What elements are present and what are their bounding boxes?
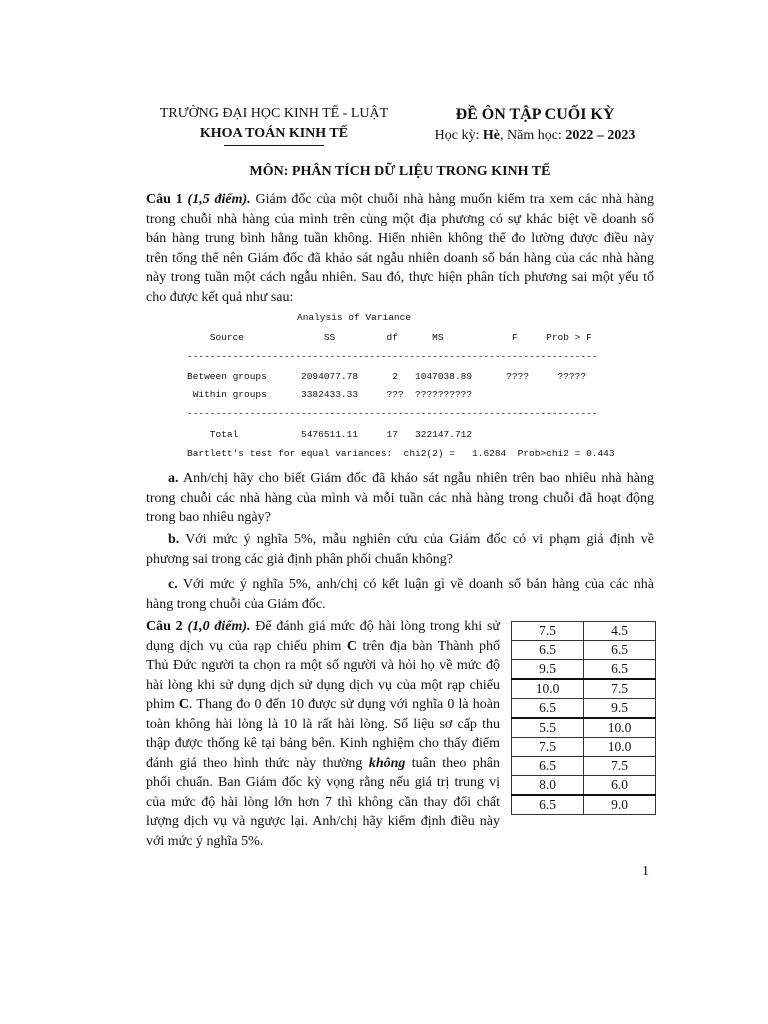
table-cell: 10.0	[584, 718, 656, 738]
q1-text: Giám đốc của một chuỗi nhà hàng muốn kiểm tra xem các nhà hàng	[255, 192, 655, 207]
q1-label: Câu 1	[146, 192, 183, 207]
year-value: 2022 – 2023	[565, 128, 636, 143]
anova-row-total: Total 5476511.11 17 322147.712	[187, 429, 473, 440]
q1-line: bán hàng trung bình hằng tuần không. Hiển nhiên không thể đo lường được điều này	[146, 231, 654, 246]
q2-text: hài lòng khi sử dụng dịch sử dụng dịch vụ của một rạp chiếu	[146, 677, 500, 693]
part-text: hàng trong chuỗi của Giám đốc.	[146, 596, 326, 612]
term-line	[410, 128, 660, 144]
table-row	[512, 622, 656, 641]
q1-line: cho được kết quả như sau:	[146, 289, 294, 305]
q1-line: trong chuỗi nhà hàng của mình trên cùng một địa phương có sự khác biệt về doanh số	[146, 211, 654, 227]
emphasis-not: không	[368, 755, 406, 771]
q2-text: Để đánh giá mức độ hài lòng trong khi sử	[255, 619, 500, 634]
q1-line: trên tổng thể nên Giám đốc đã khảo sát ngẫu nhiên doanh số bán hàng của các nhà hàng	[146, 250, 654, 266]
table-cell: 5.5	[512, 718, 584, 738]
term-value: Hè	[482, 128, 500, 143]
q2-text: trên địa bàn Thành phố	[356, 638, 500, 654]
q2-text: phối chuẩn. Ban Giám đốc kỳ vọng rằng nếu giá trị trung vị	[146, 775, 500, 790]
anova-row-between: Between groups 2094077.78 2 1047038.89 ???? ?????	[187, 371, 587, 382]
table-cell: 6.5	[512, 641, 584, 660]
anova-divider: ------------------------------------------------------------------------	[187, 351, 598, 362]
table-cell: 6.0	[584, 776, 656, 796]
bartlett-test: Bartlett's test for equal variances: chi2(2) = 1.6284 Prob>chi2 = 0.443	[187, 448, 615, 459]
table-cell: 4.5	[584, 622, 656, 641]
subject-title: MÔN: PHÂN TÍCH DỮ LIỆU TRONG KINH TẾ	[249, 164, 551, 179]
q1-line	[146, 190, 654, 210]
table-cell: 8.0	[512, 776, 584, 796]
table-cell: 7.5	[584, 757, 656, 776]
part-text: trong bao nhiêu ngày?	[146, 510, 271, 525]
table-row	[512, 738, 656, 757]
table-row	[512, 660, 656, 680]
question-1-intro	[146, 190, 654, 307]
table-row	[512, 718, 656, 738]
q2-text: lượng dịch vụ và ngược lại. Anh/chị hãy kiểm định điều này	[146, 814, 500, 829]
q2-text: thập được thống kê tại bảng bên. Kinh nghiệm cho thấy điểm	[146, 736, 500, 751]
table-cell: 7.5	[512, 622, 584, 641]
q2-text: tuân theo phân	[405, 755, 500, 771]
table-cell: 10.0	[584, 738, 656, 757]
faculty-underline	[224, 145, 324, 146]
anova-title: Analysis of Variance	[297, 312, 412, 323]
anova-divider: ------------------------------------------------------------------------	[187, 408, 598, 419]
q2-text: của mức độ hài lòng lớn hơn 7 thì không cần thay đổi chất	[146, 794, 500, 810]
page-number: 1	[642, 864, 649, 879]
faculty-label: KHOA TOÁN KINH TẾ	[199, 126, 349, 141]
score-table-body	[512, 622, 656, 815]
term-prefix: Học kỳ:	[434, 128, 483, 143]
anova-row-within: Within groups 3382433.33 ??? ??????????	[187, 389, 473, 400]
table-row	[512, 679, 656, 699]
q2-text: phim	[146, 697, 179, 712]
question-2-text	[146, 617, 500, 851]
table-cell: 6.5	[512, 795, 584, 815]
cinema-name: C	[346, 638, 357, 654]
q2-text: dụng dịch vụ của rạp chiếu phim	[146, 638, 347, 654]
q2-points: (1,0 điểm).	[187, 619, 251, 634]
question-1a	[146, 469, 654, 528]
table-row	[512, 699, 656, 719]
q2-text: toàn không hài lòng là 10 là rất hài lòng. Số liệu sơ cấp thu	[146, 716, 500, 732]
year-prefix: , Năm học:	[500, 128, 566, 143]
part-text: Với mức ý nghĩa 5%, anh/chị có kết luận gì về doanh số bán hàng của các nhà	[182, 577, 655, 592]
part-letter: c.	[168, 577, 178, 592]
table-row	[512, 795, 656, 815]
table-row	[512, 776, 656, 796]
question-1c	[146, 575, 654, 614]
satisfaction-score-table	[511, 621, 656, 815]
q2-text: với mức ý nghĩa 5%.	[146, 833, 264, 849]
table-cell: 6.5	[512, 757, 584, 776]
q2-text: Thủ Đức người ta chọn ra một số người và hỏi họ về mức độ	[146, 658, 500, 673]
part-letter: b.	[168, 532, 180, 547]
q2-text: đánh giá theo hình thức này thường	[146, 755, 369, 771]
table-row	[512, 757, 656, 776]
table-cell: 6.5	[584, 641, 656, 660]
table-cell: 7.5	[584, 679, 656, 699]
table-cell: 9.0	[584, 795, 656, 815]
table-cell: 9.5	[512, 660, 584, 680]
university-name: TRƯỜNG ĐẠI HỌC KINH TẾ - LUẬT	[159, 106, 389, 121]
faculty-name	[140, 126, 408, 142]
table-cell: 6.5	[584, 660, 656, 680]
table-row	[512, 641, 656, 660]
part-text: Anh/chị hãy cho biết Giám đốc đã khảo sát ngẫu nhiên trên bao nhiêu nhà hàng	[182, 471, 654, 486]
table-cell: 9.5	[584, 699, 656, 719]
table-cell: 6.5	[512, 699, 584, 719]
anova-header: Source SS df MS F Prob > F	[187, 332, 592, 343]
table-cell: 7.5	[512, 738, 584, 757]
q1-line: này trong tuần một cách ngẫu nhiên. Sau đó, thực hiện phân tích phương sai một yếu tố	[146, 270, 654, 285]
q2-text: . Thang đo 0 đến 10 được sử dụng với nghĩa 0 là hoàn	[189, 697, 500, 712]
cinema-name: C	[178, 697, 190, 712]
part-text: Với mức ý nghĩa 5%, mẫu nghiên cứu của Giám đốc có vi phạm giả định về	[185, 532, 654, 547]
part-text: phương sai trong các giả định phân phối chuẩn không?	[146, 551, 453, 567]
q1-points: (1,5 điểm).	[187, 192, 251, 207]
exam-title: ĐỀ ÔN TẬP CUỐI KỲ	[455, 106, 615, 123]
q2-label: Câu 2	[146, 619, 183, 634]
part-text: trong chuỗi các nhà hàng của mình và mỗi tuần các nhà hàng trong chuỗi đã hoạt động	[146, 490, 654, 506]
question-1b	[146, 530, 654, 569]
table-cell: 10.0	[512, 679, 584, 699]
part-letter: a.	[168, 471, 179, 486]
